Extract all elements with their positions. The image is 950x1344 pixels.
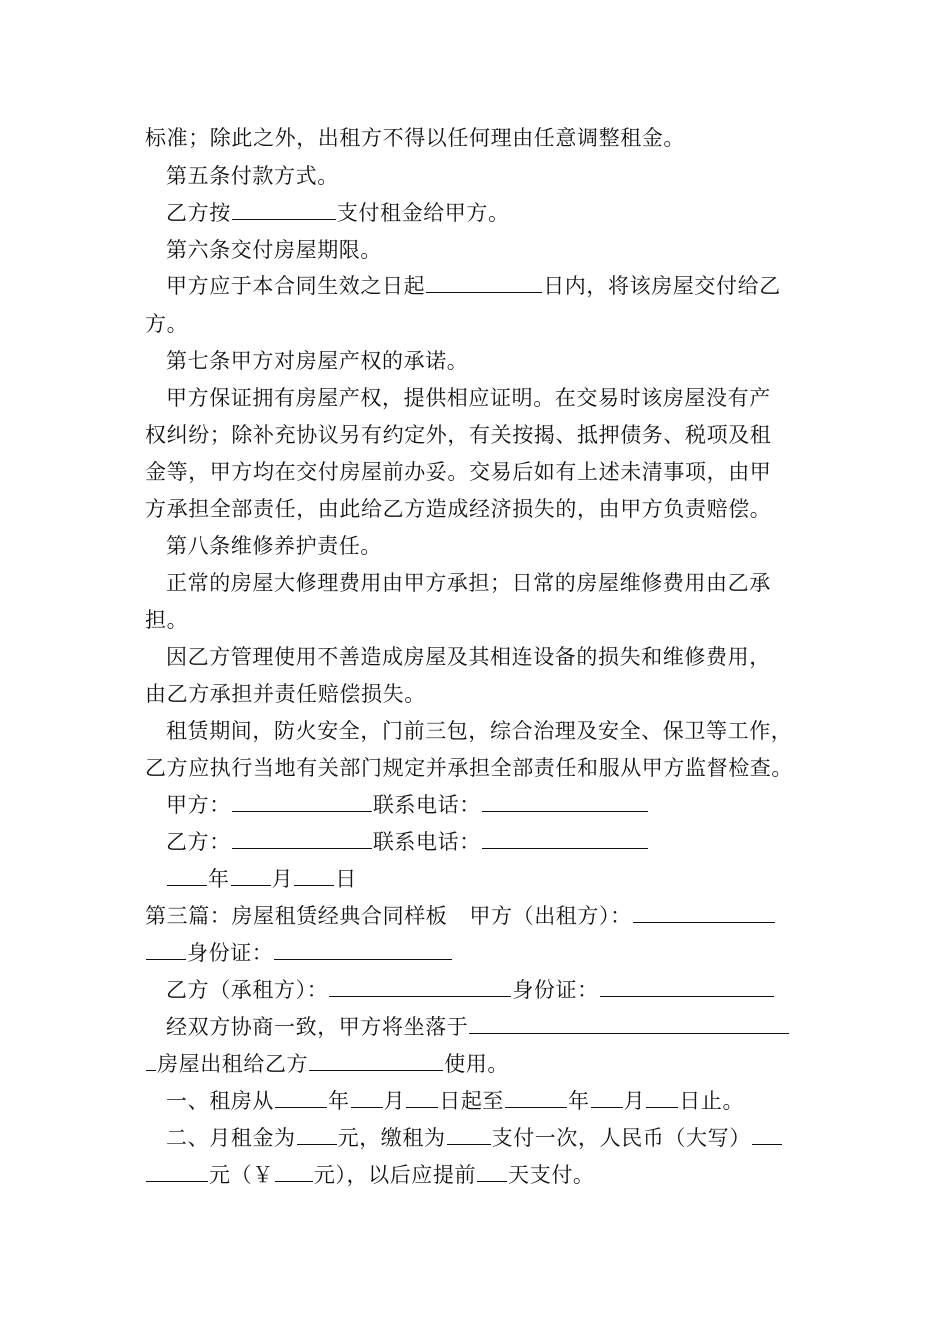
text-line (145, 458, 771, 486)
section-3-heading-line (145, 902, 776, 930)
text: 月 (271, 867, 294, 891)
text-line (145, 495, 771, 523)
start-year-field[interactable] (275, 1087, 327, 1108)
end-year-field[interactable] (505, 1087, 567, 1108)
text: 甲方（出租方）： (469, 904, 632, 928)
text: 联系电话： (372, 830, 481, 854)
section-title: 第三篇：房屋租赁经典合同样板 (145, 904, 448, 928)
text: 元（￥ (209, 1163, 274, 1187)
party-b-name-field[interactable] (232, 828, 372, 849)
text: 第五条付款方式。 (166, 164, 339, 188)
text: 日起至 (439, 1089, 505, 1113)
lessee-line (166, 976, 775, 1004)
text: 担。 (145, 608, 189, 632)
text: 乙方按 (166, 201, 231, 225)
party-b-phone-field[interactable] (482, 828, 648, 849)
text: 方。 (145, 312, 189, 336)
rmb-uppercase-field[interactable] (752, 1124, 782, 1145)
year-field[interactable] (167, 865, 207, 886)
text: 由乙方承担并责任赔偿损失。 (145, 682, 426, 706)
end-day-field[interactable] (646, 1087, 678, 1108)
text: 日 (335, 867, 357, 891)
advance-days-field[interactable] (477, 1161, 507, 1182)
text-line (145, 124, 685, 152)
text-line (166, 384, 771, 412)
text-line (145, 1050, 509, 1078)
lessor-field[interactable] (633, 902, 775, 923)
text: 乙方（承租方）： (166, 978, 329, 1002)
text-line (145, 680, 426, 708)
text: 甲方： (166, 793, 231, 817)
text: 正常的房屋大修理费用由甲方承担；日常的房屋维修费用由乙承 (166, 571, 771, 595)
date-line (166, 865, 357, 893)
text: 租赁期间，防火安全，门前三包，综合治理及安全、保卫等工作， (166, 719, 793, 743)
party-a-signature-line (166, 791, 649, 819)
text: 第八条维修养护责任。 (166, 534, 382, 558)
purpose-field[interactable] (309, 1050, 443, 1071)
text: 元），以后应提前 (313, 1163, 477, 1187)
rmb-amount-field[interactable] (275, 1161, 313, 1182)
location-field-cont[interactable] (146, 1050, 156, 1071)
party-a-phone-field[interactable] (482, 791, 648, 812)
text: 天支付。 (508, 1163, 595, 1187)
text-line (145, 421, 771, 449)
text-line (145, 1161, 595, 1189)
party-b-signature-line (166, 828, 649, 856)
text: 身份证： (187, 941, 274, 965)
rent-amount-field[interactable] (297, 1124, 337, 1145)
article-6-heading (166, 236, 382, 264)
text: 日内，将该房屋交付给乙 (543, 274, 781, 298)
text-line (145, 754, 793, 782)
text: 支付租金给甲方。 (336, 201, 510, 225)
lessor-id-field[interactable] (274, 939, 452, 960)
text: 权纠纷；除补充协议另有约定外，有关按揭、抵押债务、税项及租 (145, 423, 772, 447)
text-line (145, 310, 188, 338)
text: 年 (328, 1089, 350, 1113)
text: 第七条甲方对房屋产权的承诺。 (166, 349, 469, 373)
blank-field[interactable] (232, 199, 336, 220)
text: 因乙方管理使用不善造成房屋及其相连设备的损失和维修费用， (166, 645, 771, 669)
day-field[interactable] (294, 865, 334, 886)
text: 经双方协商一致，甲方将坐落于 (166, 1015, 469, 1039)
text-line (166, 199, 510, 227)
text-line (145, 939, 453, 967)
payment-interval-field[interactable] (447, 1124, 491, 1145)
text: 日止。 (679, 1089, 745, 1113)
month-field[interactable] (231, 865, 271, 886)
article-8-heading (166, 532, 382, 560)
start-day-field[interactable] (406, 1087, 438, 1108)
text: 身份证： (512, 978, 599, 1002)
article-7-heading (166, 347, 468, 375)
blank-field[interactable] (426, 272, 542, 293)
text: 年 (208, 867, 230, 891)
text-line (166, 1013, 790, 1041)
text-line (166, 569, 771, 597)
rental-period-line (166, 1087, 744, 1115)
text: 甲方应于本合同生效之日起 (166, 274, 426, 298)
text: 房屋出租给乙方 (157, 1052, 309, 1076)
lessee-id-field[interactable] (600, 976, 774, 997)
end-month-field[interactable] (591, 1087, 623, 1108)
text: 元，缴租为 (337, 1126, 446, 1150)
text: 方承担全部责任，由此给乙方造成经济损失的，由甲方负责赔偿。 (145, 497, 772, 521)
text: 金等，甲方均在交付房屋前办妥。交易后如有上述未清事项，由甲 (145, 460, 772, 484)
text: 乙方： (166, 830, 231, 854)
text: 支付一次，人民币（大写） (491, 1126, 751, 1150)
rmb-uppercase-field-cont[interactable] (146, 1161, 208, 1182)
text: 使用。 (444, 1052, 510, 1076)
text: 乙方应执行当地有关部门规定并承担全部责任和服从甲方监督检查。 (145, 756, 793, 780)
party-a-name-field[interactable] (232, 791, 372, 812)
text-line (166, 272, 781, 300)
text: 年 (568, 1089, 590, 1113)
article-5-heading (166, 162, 339, 190)
text: 标准；除此之外，出租方不得以任何理由任意调整租金。 (145, 126, 685, 150)
lessor-field-cont[interactable] (146, 939, 186, 960)
text: 月 (623, 1089, 646, 1113)
text-line (145, 606, 188, 634)
text-line (166, 643, 771, 671)
text: 一、租房从 (166, 1089, 274, 1113)
monthly-rent-line (166, 1124, 783, 1152)
text: 月 (383, 1089, 406, 1113)
text: 甲方保证拥有房屋产权，提供相应证明。在交易时该房屋没有产 (166, 386, 771, 410)
lessee-field[interactable] (329, 976, 511, 997)
text: 联系电话： (372, 793, 481, 817)
text-line (166, 717, 792, 745)
location-field[interactable] (469, 1013, 789, 1034)
text: 二、月租金为 (166, 1126, 296, 1150)
start-month-field[interactable] (351, 1087, 383, 1108)
text: 第六条交付房屋期限。 (166, 238, 382, 262)
